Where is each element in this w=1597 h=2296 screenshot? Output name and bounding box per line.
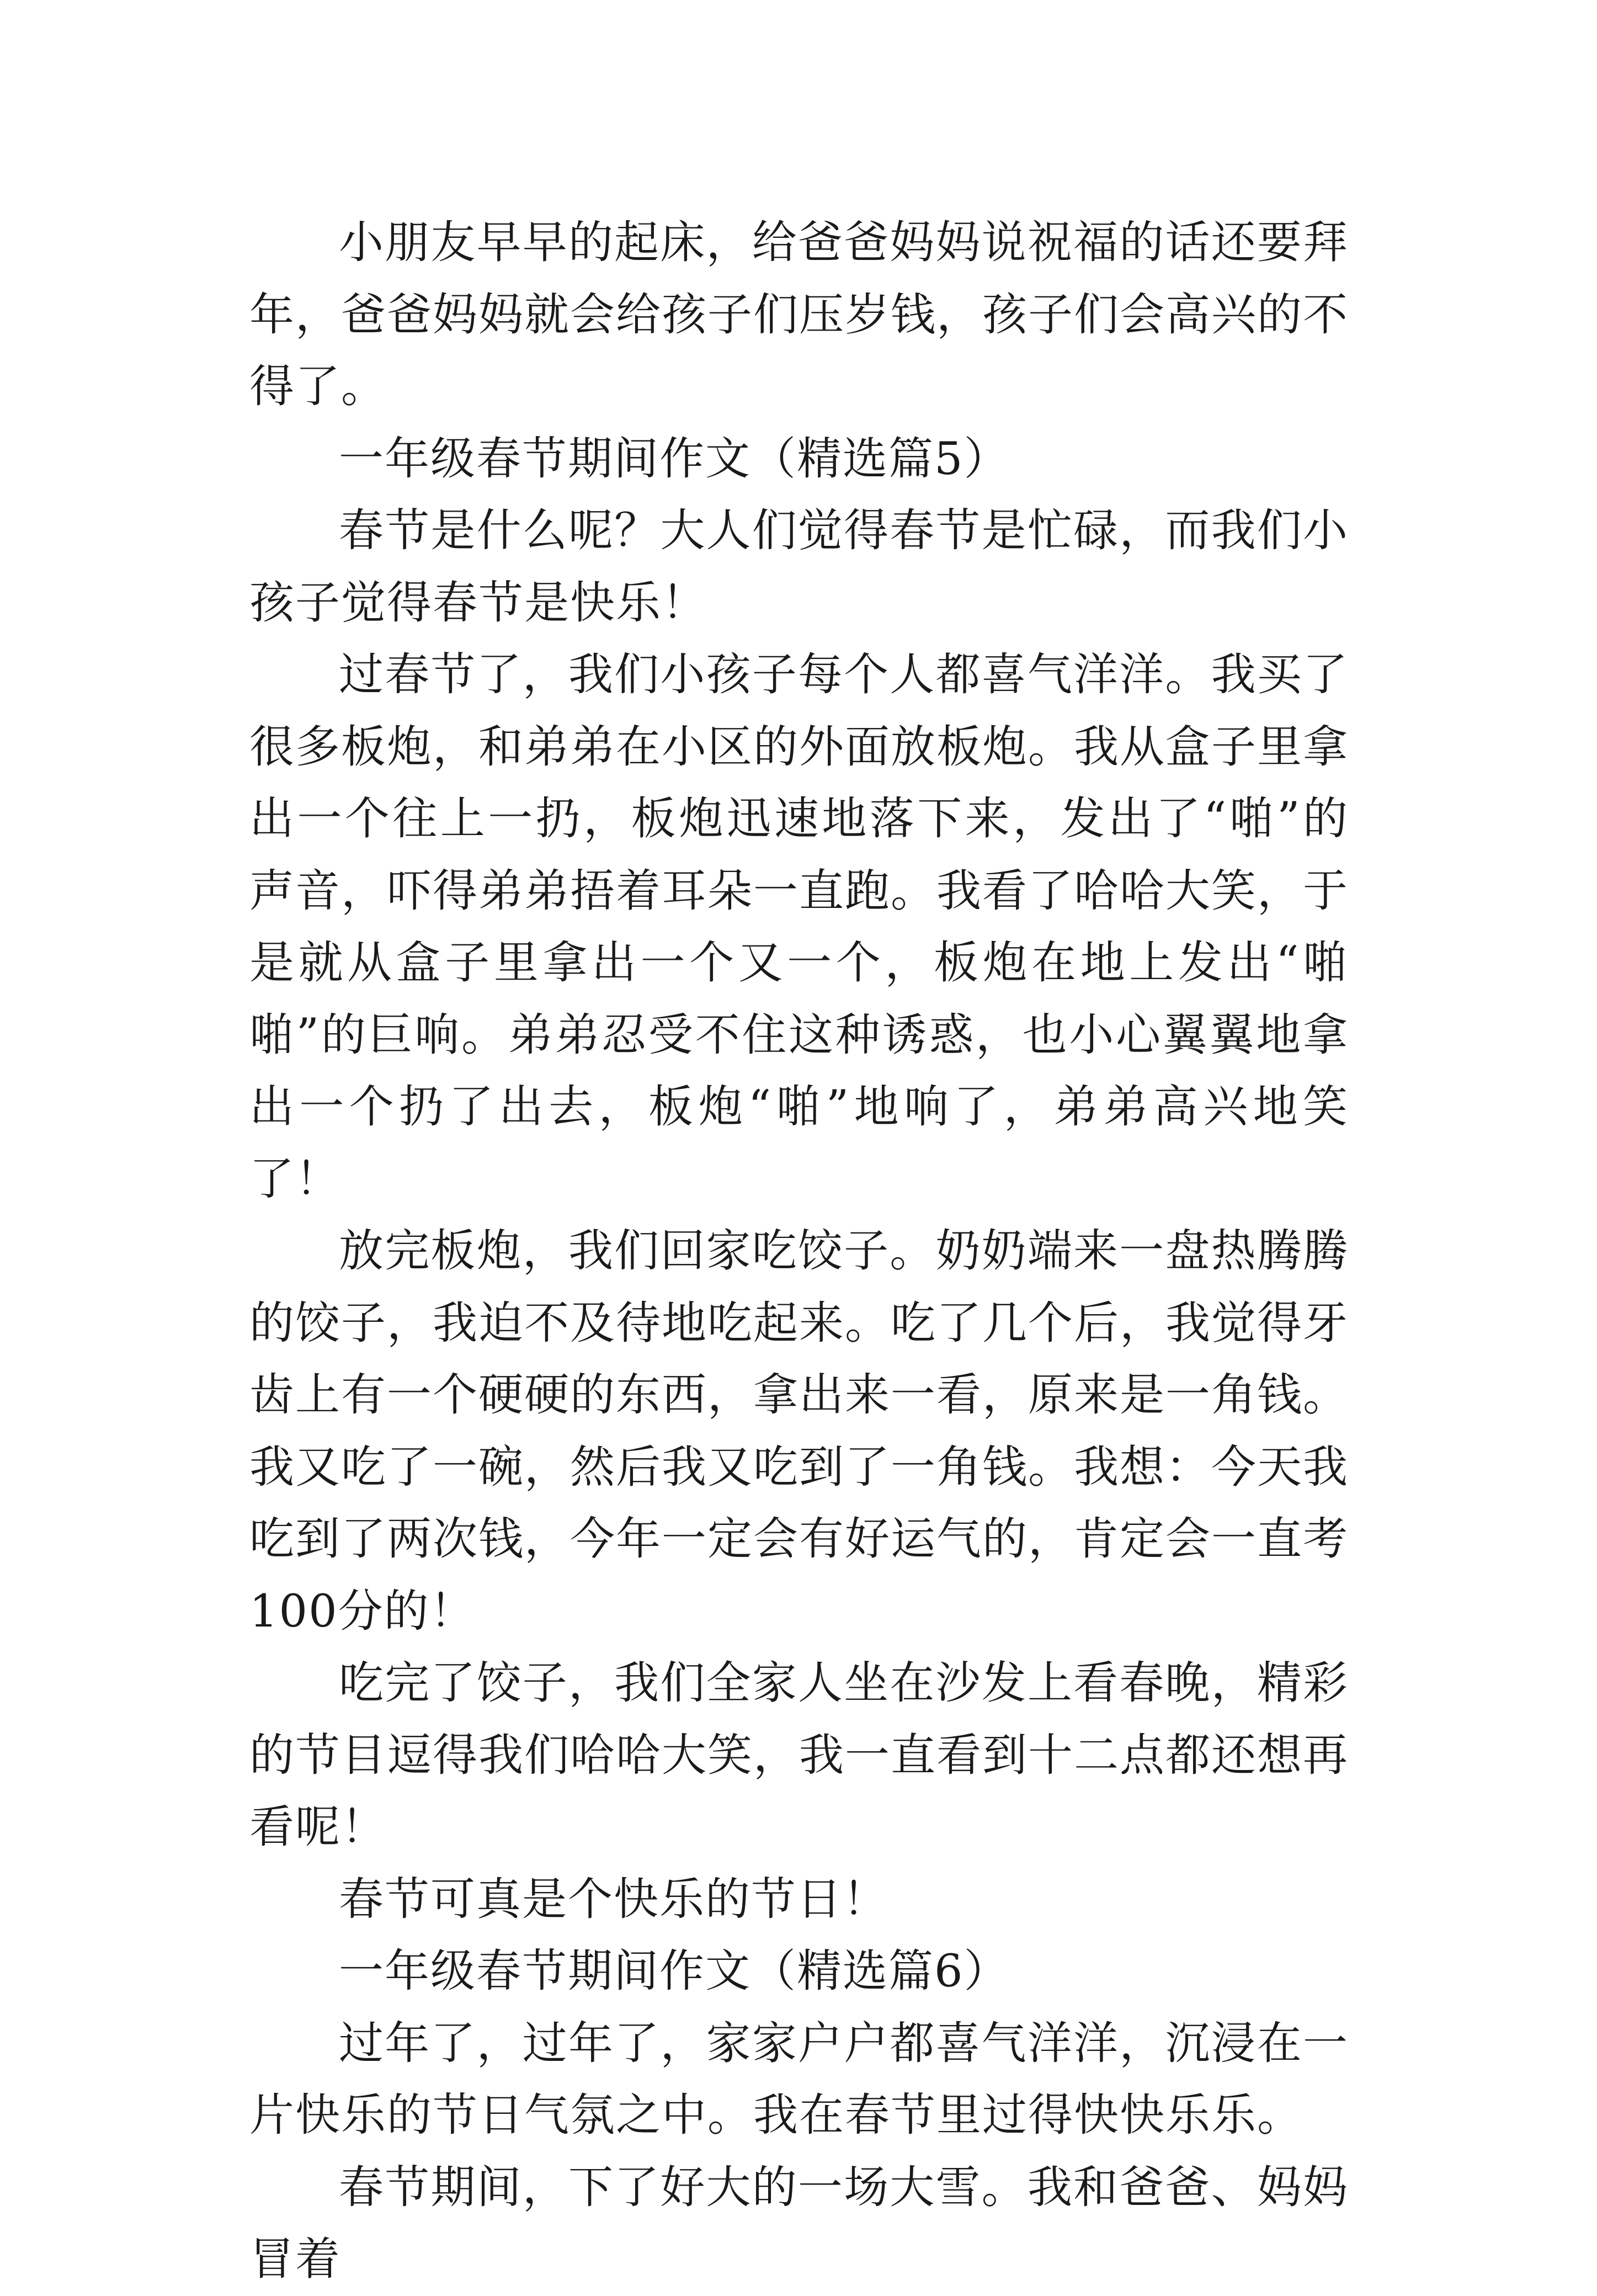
paragraph: 过春节了，我们小孩子每个人都喜气洋洋。我买了很多板炮，和弟弟在小区的外面放板炮。我从盒子里拿出一个往上一扔，板炮迅速地落下来，发出了“啪”的声音，吓得弟弟捂着耳朵一直跑。我看了哈哈大笑，于是就从盒子里拿出一个又一个，板炮在地上发出“啪啪”的巨响。弟弟忍受不住这种诱惑，也小心翼翼地拿出一个扔了出去，板炮“啪”地响了，弟弟高兴地笑了！ bbox=[249, 649, 1349, 1205]
paragraph: 春节期间，下了好大的一场大雪。我和爸爸、妈妈冒着 bbox=[249, 2161, 1349, 2286]
paragraph: 吃完了饺子，我们全家人坐在沙发上看春晚，精彩的节目逗得我们哈哈大笑，我一直看到十二点都还想再看呢！ bbox=[249, 1657, 1349, 1853]
paragraph: 春节可真是个快乐的节日！ bbox=[339, 1873, 889, 1926]
section-heading: 一年级春节期间作文（精选篇5） bbox=[339, 433, 1010, 485]
section-heading: 一年级春节期间作文（精选篇6） bbox=[339, 1946, 1010, 1997]
paragraph: 放完板炮，我们回家吃饺子。奶奶端来一盘热腾腾的饺子，我迫不及待地吃起来。吃了几个后，我觉得牙齿上有一个硬硬的东西，拿出来一看，原来是一角钱。我又吃了一碗，然后我又吃到了一角钱。我想：今天我吃到了两次钱，今年一定会有好运气的，肯定会一直考100分的！ bbox=[249, 1225, 1349, 1638]
paragraph: 春节是什么呢？大人们觉得春节是忙碌，而我们小孩子觉得春节是快乐！ bbox=[249, 505, 1349, 629]
paragraph: 小朋友早早的起床，给爸爸妈妈说祝福的话还要拜年，爸爸妈妈就会给孩子们压岁钱，孩子们会高兴的不得了。 bbox=[249, 217, 1349, 413]
essay-text bbox=[249, 207, 1349, 2296]
paragraph: 过年了，过年了，家家户户都喜气洋洋，沉浸在一片快乐的节日气氛之中。我在春节里过得快快乐乐。 bbox=[249, 2017, 1349, 2141]
